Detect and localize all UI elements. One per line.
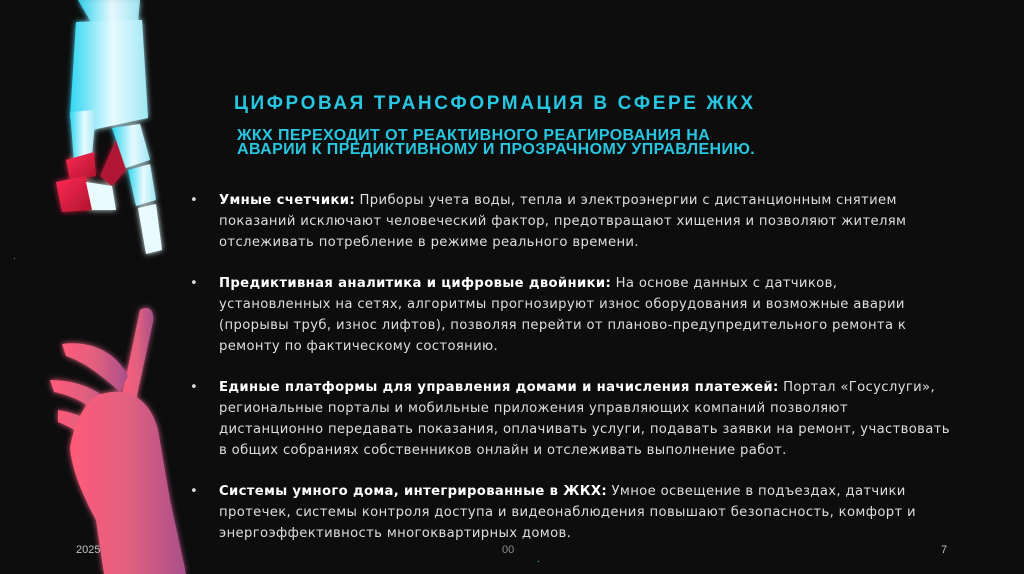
bullet-marker: • (190, 484, 199, 499)
bullet-text: Портал «Госуслуги», региональные порталы и мобильные приложения управляющих компаний позволяют дистанционно передавать показания, оплачивать услуги, подавать заявки на ремонт, участвовать в общих собраниях собственников онлайн и отслеживать выполнение работ. (219, 380, 950, 458)
footer-dot: . (537, 554, 540, 565)
bullet-item-smart-home (190, 481, 950, 544)
bullet-lead: Единые платформы для управления домами и начисления платежей: (219, 380, 779, 395)
robot-human-hands-image (0, 0, 200, 574)
human-hand (50, 308, 186, 574)
bullet-lead: Системы умного дома, интегрированные в ЖКХ: (219, 484, 607, 499)
slide-subtitle: ЖКХ ПЕРЕХОДИТ ОТ РЕАКТИВНОГО РЕАГИРОВАНИЯ НА АВАРИИ К ПРЕДИКТИВНОМУ И ПРОЗРАЧНОМУ УПРАВЛЕНИЮ. (237, 127, 756, 158)
bullet-list (190, 190, 950, 544)
bullet-lead: Предиктивная аналитика и цифровые двойники: (219, 276, 612, 291)
slide-number: 7 (941, 544, 948, 556)
robot-hand (56, 0, 162, 254)
slide-title: ЦИФРОВАЯ ТРАНСФОРМАЦИЯ В СФЕРЕ ЖКХ (234, 93, 756, 114)
footer-date: 2025 (76, 544, 101, 556)
bullet-text: Приборы учета воды, тепла и электроэнергии с дистанционным снятием показаний исключают человеческий фактор, предотвращают хищения и позволяют жителям отслеживать потребление в режиме реального времени. (219, 193, 907, 250)
bullet-item-predictive-analytics (190, 273, 950, 357)
bullet-item-unified-platforms (190, 377, 950, 461)
footer-center-text: 00 (502, 544, 515, 556)
bullet-marker: • (190, 193, 199, 208)
bullet-lead: Умные счетчики: (219, 193, 355, 208)
bullet-marker: • (190, 380, 199, 395)
bullet-text: На основе данных с датчиков, установленных на сетях, алгоритмы прогнозируют износ оборудования и возможные аварии (прорывы труб, износ лифтов), позволяя перейти от планово-предупредительного ремонта к ремонту по фактическому состоянию. (219, 276, 907, 354)
stray-dot: . (13, 251, 16, 262)
bullet-text: Умное освещение в подъездах, датчики протечек, системы контроля доступа и видеонаблюдения повышают безопасность, комфорт и энергоэффективность многоквартирных домов. (219, 484, 916, 541)
bullet-marker: • (190, 276, 199, 291)
bullet-item-smart-meters (190, 190, 950, 253)
